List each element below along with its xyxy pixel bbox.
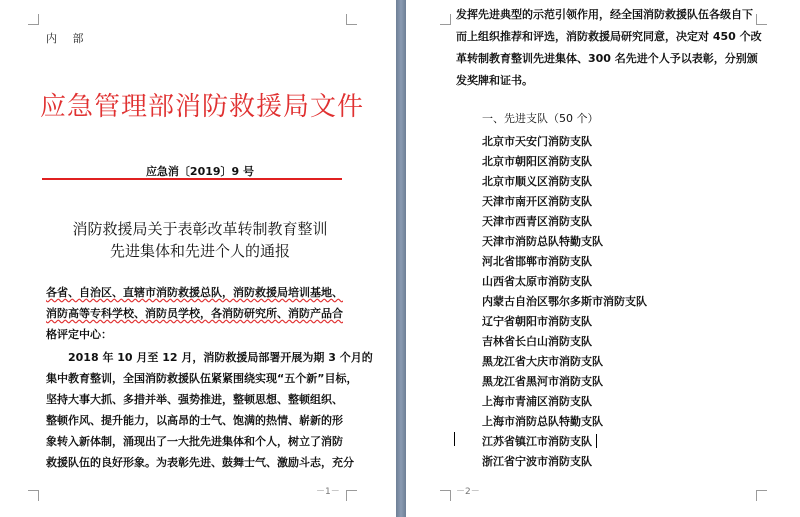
margin-corner-mark [440, 14, 451, 25]
margin-corner-mark [346, 14, 357, 25]
margin-corner-mark [28, 14, 39, 25]
unit-list-item: 上海市消防总队特勤支队 [482, 415, 603, 428]
text-cursor [596, 434, 597, 448]
document-page-2[interactable] [406, 0, 800, 517]
body-line: 而上组织推荐和评选，消防救援局研究同意，决定对 450 个改 [456, 30, 762, 43]
unit-list-item: 天津市消防总队特勤支队 [482, 235, 603, 248]
margin-corner-mark [756, 490, 767, 501]
document-header-title: 应急管理部消防救援局文件 [40, 92, 365, 122]
page-number: －1－ [316, 487, 340, 497]
unit-list-item: 内蒙古自治区鄂尔多斯市消防支队 [482, 295, 647, 308]
body-line: 消防高等专科学校、消防员学校，各消防研究所、消防产品合 [46, 307, 343, 320]
document-number: 应急消〔2019〕9 号 [145, 165, 255, 178]
margin-corner-mark [28, 490, 39, 501]
unit-list-item: 河北省邯郸市消防支队 [482, 255, 592, 268]
subject-line-2: 先进集体和先进个人的通报 [109, 242, 290, 260]
unit-list-item: 黑龙江省黑河市消防支队 [482, 375, 603, 388]
body-line: 集中教育整训，全国消防救援队伍紧紧围绕实现“五个新”目标， [46, 372, 358, 385]
section-heading: 一、先进支队（50 个） [482, 112, 599, 125]
unit-list-item: 北京市天安门消防支队 [482, 135, 592, 148]
text-cursor [454, 432, 455, 446]
body-line: 发挥先进典型的示范引领作用，经全国消防救援队伍各级自下 [456, 8, 753, 21]
unit-list-item: 北京市顺义区消防支队 [482, 175, 592, 188]
unit-list-item: 上海市青浦区消防支队 [482, 395, 592, 408]
unit-list-item: 江苏省镇江市消防支队 [482, 435, 592, 448]
margin-corner-mark [440, 490, 451, 501]
body-line: 象转入新体制，涌现出了一大批先进集体和个人，树立了消防 [46, 435, 343, 448]
body-line: 坚持大事大抓、多措并举、强势推进，整顿思想、整顿组织、 [46, 393, 343, 406]
unit-list-item: 北京市朝阳区消防支队 [482, 155, 592, 168]
red-separator-line [42, 178, 342, 180]
unit-list-item: 天津市南开区消防支队 [482, 195, 592, 208]
internal-label: 内 部 [46, 32, 90, 45]
body-line: 整顿作风、提升能力，以高昂的士气、饱满的热情、崭新的形 [46, 414, 343, 427]
unit-list-item: 山西省太原市消防支队 [482, 275, 592, 288]
margin-corner-mark [756, 14, 767, 25]
body-line: 格评定中心： [46, 328, 112, 341]
page-gap [396, 0, 406, 517]
unit-list-item: 黑龙江省大庆市消防支队 [482, 355, 603, 368]
body-line: 救援队伍的良好形象。为表彰先进、鼓舞士气、激励斗志，充分 [46, 456, 354, 469]
body-line: 2018 年 10 月至 12 月，消防救援局部署开展为期 3 个月的 [46, 351, 373, 364]
body-line: 各省、自治区、直辖市消防救援总队，消防救援局培训基地、 [46, 286, 343, 299]
subject-line-1: 消防救援局关于表彰改革转制教育整训 [72, 220, 328, 238]
unit-list-item: 浙江省宁波市消防支队 [482, 455, 592, 468]
document-page-1[interactable] [0, 0, 396, 517]
page-number: －2－ [456, 487, 480, 497]
unit-list-item: 吉林省长白山消防支队 [482, 335, 592, 348]
unit-list-item: 天津市西青区消防支队 [482, 215, 592, 228]
unit-list-item: 辽宁省朝阳市消防支队 [482, 315, 592, 328]
body-line: 革转制教育整训先进集体、300 名先进个人予以表彰，分别颁 [456, 52, 758, 65]
margin-corner-mark [346, 490, 357, 501]
body-line: 发奖牌和证书。 [456, 74, 533, 87]
